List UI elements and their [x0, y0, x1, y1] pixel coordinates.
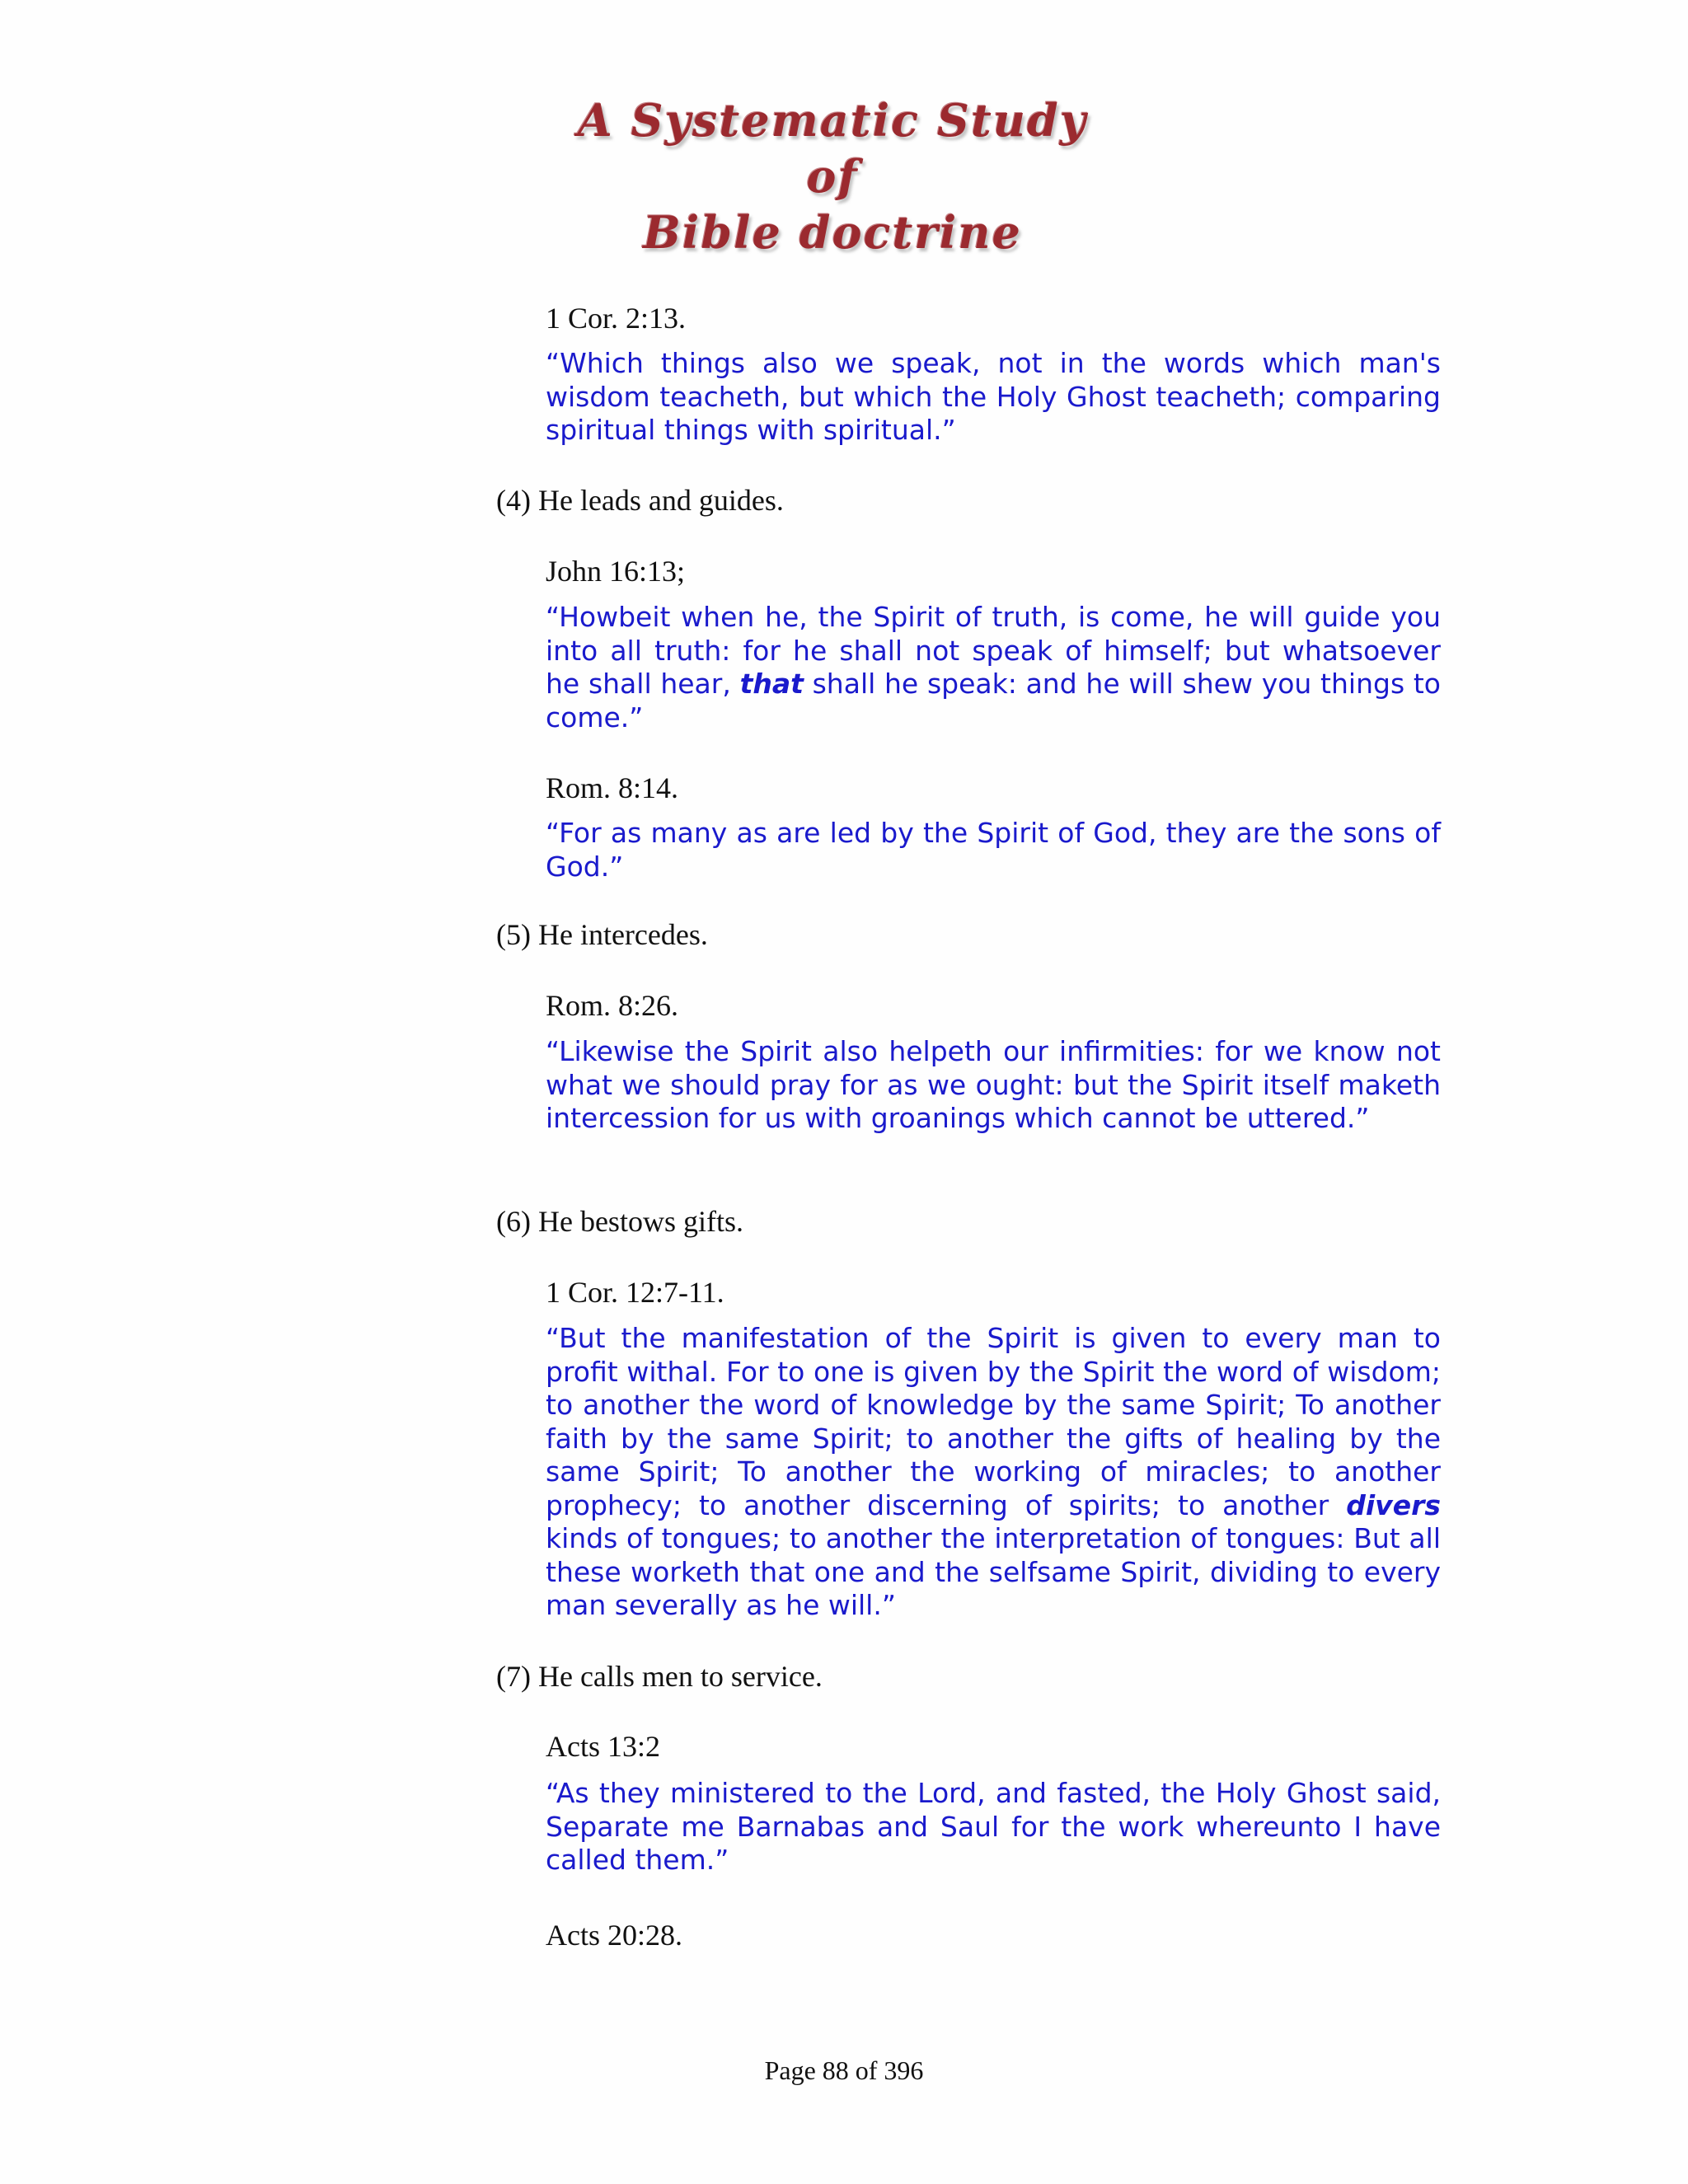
emphasized-word: divers	[1346, 1488, 1441, 1521]
emphasized-word: that	[739, 668, 804, 700]
quote-text: “But the manifestation of the Spirit is given to every man to profit withal. For to one is given by the Spirit the word of wisdom; to another the word of knowledge by the same Spirit; To another faith by the same Spirit; to another the gifts of healing by the same Spirit; To another the working of miracles; to another prophecy; to another discerning of spirits; to another	[546, 1322, 1441, 1521]
scripture-reference: Rom. 8:14.	[546, 771, 679, 804]
section-heading: (6) He bestows gifts.	[496, 1205, 743, 1238]
scripture-quote: “For as many as are led by the Spirit of God, they are the sons of God.”	[546, 817, 1441, 883]
scripture-reference: 1 Cor. 2:13.	[546, 302, 687, 335]
quote-text: “Howbeit when he, the Spirit of truth, is come, he will guide you into all truth: for he shall not speak of himself; but whatsoever he shall hear,	[546, 601, 1441, 700]
quote-text: kinds of tongues; to another the interpretation of tongues: But all these worketh that one and the selfsame Spirit, dividing to every man severally as he will.”	[546, 1522, 1441, 1621]
section-heading: (7) He calls men to service.	[496, 1660, 823, 1693]
section-heading: (4) He leads and guides.	[496, 484, 784, 517]
scripture-quote: “As they ministered to the Lord, and fasted, the Holy Ghost said, Separate me Barnabas and Saul for the work whereunto I have called them.”	[546, 1777, 1441, 1876]
scripture-quote: “Which things also we speak, not in the words which man's wisdom teacheth, but which the Holy Ghost teacheth; comparing spiritual things with spiritual.”	[546, 347, 1441, 446]
banner-title-line-2: Bible doctrine	[643, 206, 1022, 259]
page-number: Page 88 of 396	[764, 2055, 924, 2085]
scripture-reference: Rom. 8:26.	[546, 989, 679, 1022]
section-heading: (5) He intercedes.	[496, 918, 708, 951]
quote-text: shall he speak: and he will shew you things to come.”	[546, 668, 1441, 733]
page-banner	[544, 92, 1121, 259]
banner-title-line-1: A Systematic Study of	[577, 94, 1088, 203]
scripture-quote	[546, 601, 1441, 734]
scripture-quote: “Likewise the Spirit also helpeth our infirmities: for we know not what we should pray for as we ought: but the Spirit itself maketh intercession for us with groanings which cannot be uttered.”	[546, 1035, 1441, 1134]
scripture-quote	[546, 1322, 1441, 1623]
scripture-reference: Acts 13:2	[546, 1730, 660, 1763]
scripture-reference: Acts 20:28.	[546, 1919, 682, 1952]
scripture-reference: 1 Cor. 12:7-11.	[546, 1276, 724, 1309]
scripture-reference: John 16:13;	[546, 555, 686, 588]
